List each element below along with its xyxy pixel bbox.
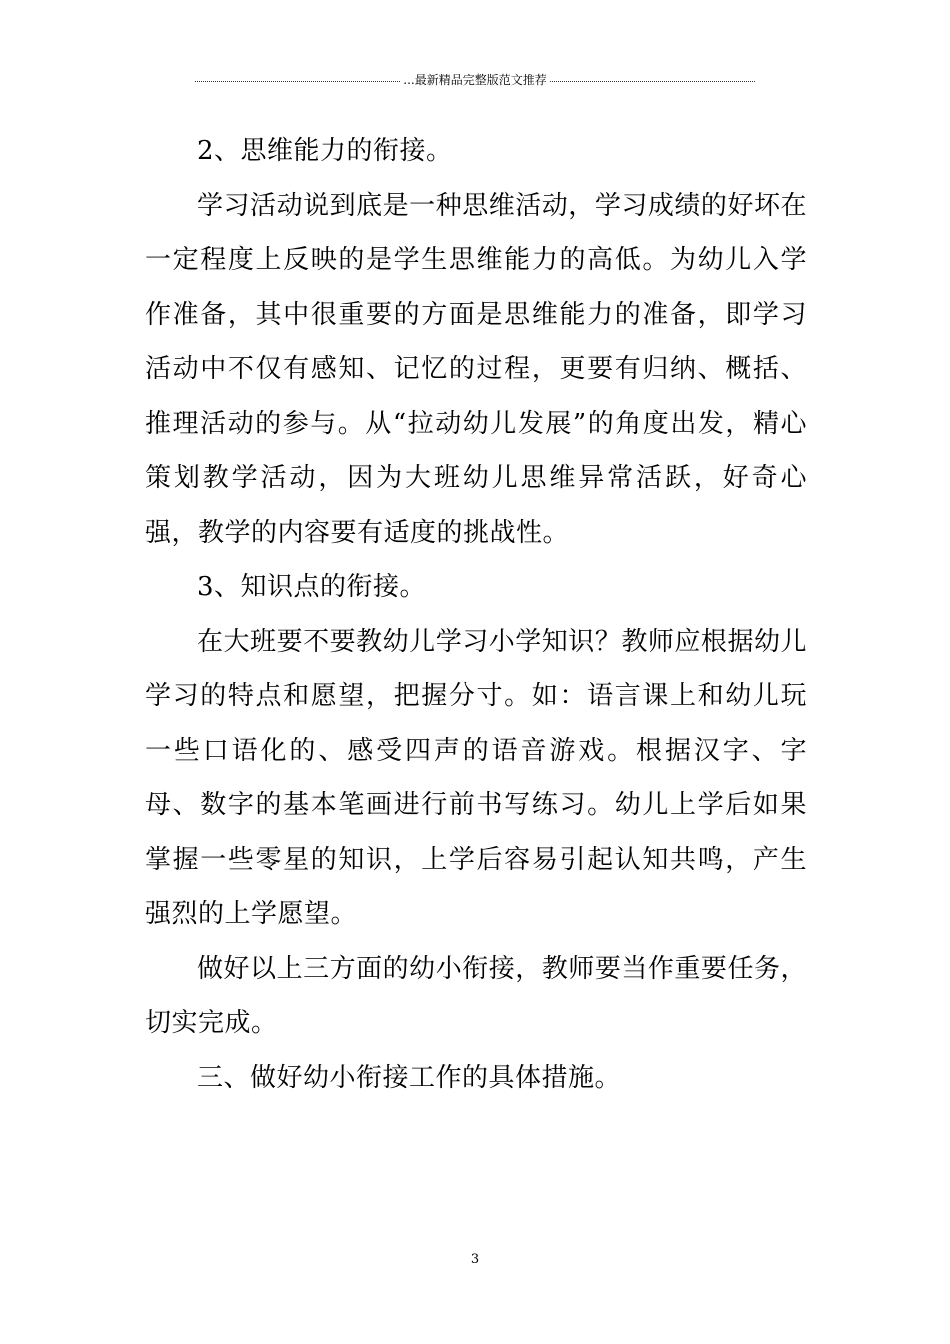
section-heading-thinking: 2、思维能力的衔接。 bbox=[197, 136, 453, 166]
section-heading-knowledge: 3、知识点的衔接。 bbox=[197, 572, 427, 602]
paragraph-knowledge: 在大班要不要教幼儿学习小学知识？教师应根据幼儿学习的特点和愿望，把握分寸。如：语言课上和幼儿玩一些口语化的、感受四声的语音游戏。根据汉字、字母、数字的基本笔画进行前书写练习。幼儿上学后如果掌握一些零星的知识，上学后容易引起认知共鸣，产生强烈的上学愿望。 bbox=[145, 626, 807, 929]
header-dotted-line-right bbox=[550, 81, 755, 82]
page-header bbox=[195, 70, 755, 90]
page-number: 3 bbox=[470, 1252, 480, 1267]
section-heading-measures: 三、做好幼小衔接工作的具体措施。 bbox=[197, 1062, 622, 1093]
header-dotted-line-left bbox=[195, 81, 400, 82]
document-body bbox=[145, 124, 807, 1105]
paragraph-thinking: 学习活动说到底是一种思维活动，学习成绩的好坏在一定程度上反映的是学生思维能力的高低。为幼儿入学作准备，其中很重要的方面是思维能力的准备，即学习活动中不仅有感知、记忆的过程，更要有归纳、概括、推理活动的参与。从“拉动幼儿发展”的角度出发，精心策划教学活动，因为大班幼儿思维异常活跃，好奇心强，教学的内容要有适度的挑战性。 bbox=[145, 190, 807, 548]
paragraph-summary: 做好以上三方面的幼小衔接，教师要当作重要任务，切实完成。 bbox=[145, 953, 807, 1038]
header-text: ...最新精品完整版范文推荐 bbox=[403, 73, 547, 87]
